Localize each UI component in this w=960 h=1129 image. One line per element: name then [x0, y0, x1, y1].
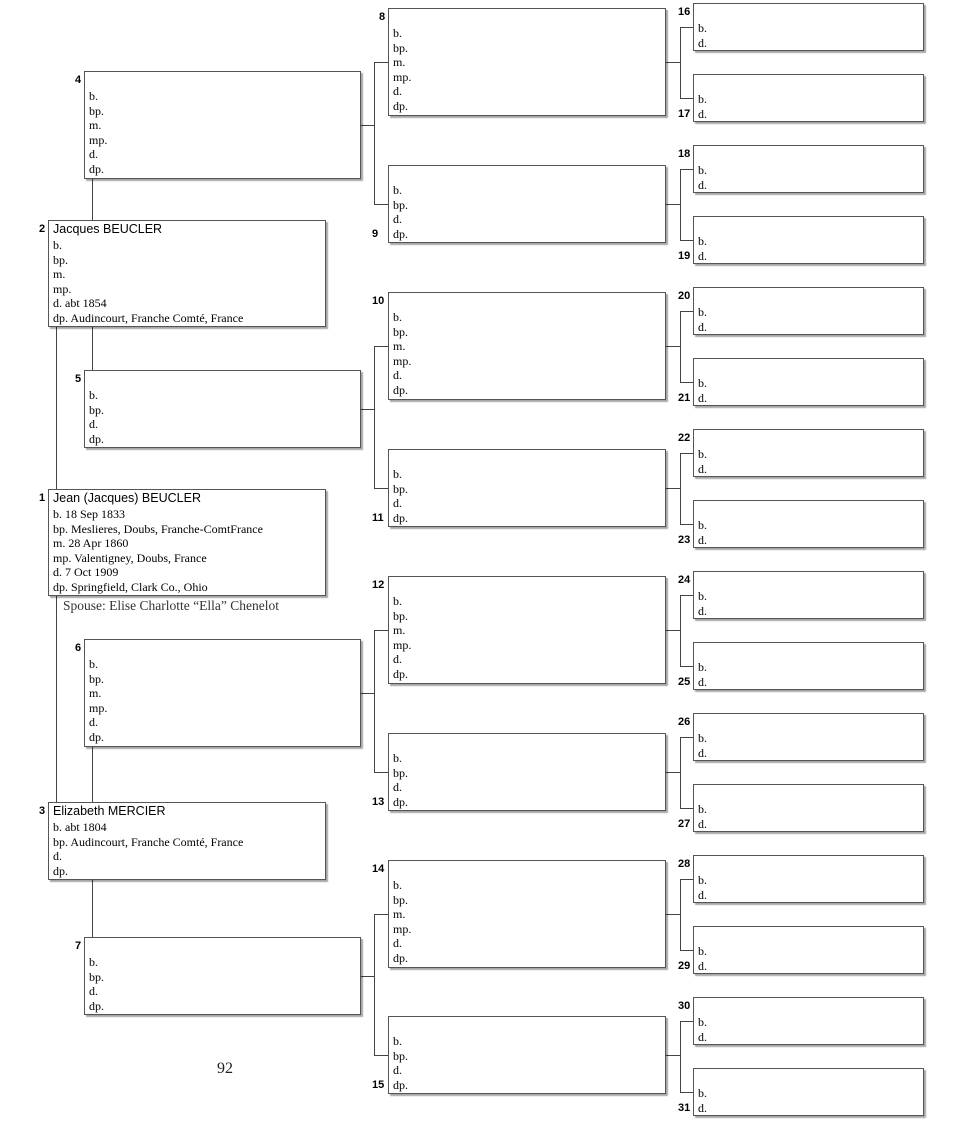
connector-line: [680, 453, 693, 454]
person-fact: b.: [698, 1015, 707, 1029]
person-number: 8: [379, 11, 386, 23]
person-box-24: [693, 571, 924, 619]
person-number: 1: [39, 492, 46, 504]
person-box-17: [693, 74, 924, 122]
person-fact: b.: [393, 310, 402, 324]
person-fact: b.: [393, 594, 402, 608]
person-fact: m.: [393, 55, 406, 70]
connector-line: [374, 1055, 388, 1056]
person-fact: b. abt 1804: [53, 820, 107, 834]
person-fact: bp.: [53, 252, 68, 267]
person-number: 11: [372, 512, 384, 524]
person-fact: dp.: [393, 667, 408, 681]
connector-line: [374, 630, 375, 772]
person-fact: bp.: [393, 40, 408, 55]
person-fact: bp.: [89, 402, 104, 417]
person-fact: dp.: [89, 730, 104, 744]
person-fact: d.: [698, 390, 707, 405]
person-fact: d.: [393, 368, 402, 383]
person-fact: d.: [698, 461, 707, 476]
connector-line: [374, 204, 388, 205]
person-fact: d.: [53, 849, 62, 864]
person-fact: b.: [89, 657, 98, 671]
person-fact: b.: [698, 305, 707, 319]
connector-line: [666, 914, 680, 915]
connector-line: [680, 666, 693, 667]
person-fact: m. 28 Apr 1860: [53, 536, 129, 551]
person-fact: dp.: [393, 383, 408, 397]
person-box-31: [693, 1068, 924, 1116]
person-fact: b.: [698, 589, 707, 603]
person-box-28: [693, 855, 924, 903]
connector-line: [92, 747, 93, 802]
connector-line: [666, 346, 680, 347]
connector-line: [680, 808, 693, 809]
connector-line: [680, 98, 693, 99]
person-fact: b.: [393, 751, 402, 765]
person-fact: b.: [698, 92, 707, 106]
person-number: 17: [678, 108, 691, 120]
connector-line: [666, 630, 680, 631]
person-fact: m.: [89, 118, 102, 133]
connector-line: [666, 62, 680, 63]
person-fact: b.: [698, 1086, 707, 1100]
person-fact: bp.: [393, 892, 408, 907]
person-fact: d.: [89, 417, 98, 432]
connector-line: [680, 879, 693, 880]
person-fact: dp.: [393, 510, 408, 525]
person-fact: b.: [393, 878, 402, 892]
connector-line: [92, 327, 93, 370]
person-number: 4: [75, 74, 82, 86]
connector-line: [666, 772, 680, 773]
person-fact: m.: [393, 339, 406, 354]
person-fact: b.: [53, 238, 62, 252]
person-fact: dp.: [393, 794, 408, 809]
person-fact: b.: [89, 388, 98, 402]
connector-line: [361, 976, 374, 977]
person-fact: b.: [698, 944, 707, 958]
person-fact: m.: [89, 686, 102, 701]
person-number: 20: [678, 290, 691, 302]
person-number: 6: [75, 642, 82, 654]
person-name: Elizabeth MERCIER: [53, 804, 166, 818]
person-fact: mp.: [89, 700, 108, 715]
person-box-14: [388, 860, 666, 968]
connector-line: [374, 346, 388, 347]
connector-line: [680, 1021, 693, 1022]
person-fact: bp.: [89, 671, 104, 686]
person-fact: dp.: [89, 431, 104, 446]
person-fact: d.: [698, 887, 707, 902]
person-box-29: [693, 926, 924, 974]
person-fact: bp.: [393, 1048, 408, 1063]
person-fact: bp.: [393, 324, 408, 339]
person-box-22: [693, 429, 924, 477]
person-fact: d.: [698, 248, 707, 263]
person-box-5: [84, 370, 361, 448]
connector-line: [680, 737, 681, 808]
person-number: 15: [372, 1079, 385, 1091]
person-box-11: [388, 449, 666, 527]
person-number: 28: [678, 858, 691, 870]
person-number: 21: [678, 392, 691, 404]
person-fact: d.: [698, 958, 707, 973]
person-number: 5: [75, 373, 82, 385]
person-fact: dp.: [89, 162, 104, 176]
person-fact: b.: [698, 660, 707, 674]
person-fact: b.: [698, 802, 707, 816]
person-fact: mp.: [393, 637, 412, 652]
person-box-8: [388, 8, 666, 116]
person-fact: dp.: [393, 99, 408, 113]
person-fact: b.: [89, 89, 98, 103]
person-fact: bp.: [393, 481, 408, 496]
person-box-6: [84, 639, 361, 747]
connector-line: [374, 62, 388, 63]
person-box-18: [693, 145, 924, 193]
connector-line: [680, 595, 693, 596]
person-fact: d.: [89, 715, 98, 730]
connector-line: [680, 311, 681, 382]
person-box-20: [693, 287, 924, 335]
person-number: 30: [678, 1000, 691, 1012]
connector-line: [374, 346, 375, 488]
person-name: Jacques BEUCLER: [53, 222, 163, 236]
person-fact: b.: [393, 26, 402, 40]
connector-line: [680, 27, 693, 28]
person-fact: b. 18 Sep 1833: [53, 507, 125, 521]
connector-line: [92, 880, 93, 937]
person-box-30: [693, 997, 924, 1045]
person-box-13: [388, 733, 666, 811]
person-box-10: [388, 292, 666, 400]
person-fact: d.: [393, 1063, 402, 1078]
person-number: 7: [75, 940, 82, 952]
person-number: 2: [39, 223, 46, 235]
connector-line: [374, 630, 388, 631]
connector-line: [680, 879, 681, 950]
person-box-15: [388, 1016, 666, 1094]
person-number: 13: [372, 796, 385, 808]
person-number: 23: [678, 534, 691, 546]
person-fact: bp.: [89, 103, 104, 118]
page-number: 92: [217, 1060, 233, 1077]
person-fact: d.: [698, 532, 707, 547]
connector-line: [374, 914, 375, 1055]
connector-line: [680, 453, 681, 524]
person-fact: d. abt 1854: [53, 296, 107, 311]
person-number: 26: [678, 716, 691, 728]
connector-line: [666, 488, 680, 489]
person-box-23: [693, 500, 924, 548]
person-fact: d.: [89, 984, 98, 999]
person-fact: mp.: [393, 921, 412, 936]
person-fact: d. 7 Oct 1909: [53, 565, 119, 580]
person-fact: bp. Meslieres, Doubs, Franche-ComtFrance: [53, 521, 263, 536]
person-number: 9: [372, 228, 379, 240]
connector-line: [680, 382, 693, 383]
person-fact: d.: [698, 674, 707, 689]
person-box-25: [693, 642, 924, 690]
person-fact: dp.: [393, 226, 408, 241]
person-number: 18: [678, 148, 691, 160]
person-number: 19: [678, 250, 691, 262]
person-number: 16: [678, 6, 691, 18]
person-fact: d.: [698, 35, 707, 50]
person-fact: dp. Springfield, Clark Co., Ohio: [53, 580, 208, 594]
person-number: 22: [678, 432, 691, 444]
person-fact: m.: [393, 623, 406, 638]
connector-line: [361, 693, 374, 694]
person-fact: d.: [698, 1100, 707, 1115]
person-fact: mp.: [393, 69, 412, 84]
connector-line: [680, 524, 693, 525]
person-fact: dp. Audincourt, Franche Comté, France: [53, 311, 244, 325]
person-box-21: [693, 358, 924, 406]
person-fact: m.: [393, 907, 406, 922]
person-fact: bp.: [393, 197, 408, 212]
person-name: Jean (Jacques) BEUCLER: [53, 491, 201, 505]
person-fact: d.: [393, 936, 402, 951]
person-fact: d.: [698, 319, 707, 334]
person-box-7: [84, 937, 361, 1015]
person-number: 14: [372, 863, 385, 875]
person-box-12: [388, 576, 666, 684]
person-fact: b.: [698, 873, 707, 887]
person-fact: b.: [393, 183, 402, 197]
connector-line: [374, 488, 388, 489]
connector-line: [374, 914, 388, 915]
connector-line: [374, 772, 388, 773]
person-fact: d.: [698, 106, 707, 121]
person-box-27: [693, 784, 924, 832]
person-fact: d.: [393, 496, 402, 511]
person-fact: mp.: [393, 353, 412, 368]
connector-line: [680, 169, 693, 170]
person-fact: b.: [698, 376, 707, 390]
person-fact: dp.: [393, 951, 408, 965]
person-fact: b.: [698, 518, 707, 532]
person-fact: mp.: [53, 281, 72, 296]
person-fact: b.: [698, 447, 707, 461]
person-number: 3: [39, 805, 46, 817]
person-fact: b.: [393, 1034, 402, 1048]
person-box-16: [693, 3, 924, 51]
person-box-19: [693, 216, 924, 264]
person-fact: d.: [698, 745, 707, 760]
person-number: 24: [678, 574, 691, 586]
person-fact: d.: [393, 84, 402, 99]
connector-line: [361, 125, 374, 126]
person-fact: d.: [89, 147, 98, 162]
connector-line: [680, 311, 693, 312]
connector-line: [361, 409, 374, 410]
person-number: 29: [678, 960, 691, 972]
connector-line: [666, 1055, 680, 1056]
person-fact: mp.: [89, 132, 108, 147]
person-fact: d.: [698, 1029, 707, 1044]
person-number: 25: [678, 676, 691, 688]
connector-line: [374, 62, 375, 204]
person-fact: b.: [698, 163, 707, 177]
person-fact: m.: [53, 267, 66, 282]
person-fact: mp. Valentigney, Doubs, France: [53, 550, 207, 565]
spouse-line: Spouse: Elise Charlotte “Ella” Chenelot: [63, 598, 279, 613]
connector-line: [680, 169, 681, 240]
person-fact: b.: [89, 955, 98, 969]
person-fact: d.: [698, 816, 707, 831]
person-fact: b.: [698, 21, 707, 35]
connector-line: [666, 204, 680, 205]
person-number: 31: [678, 1102, 691, 1114]
person-fact: b.: [393, 467, 402, 481]
person-fact: dp.: [393, 1077, 408, 1092]
person-fact: bp.: [393, 765, 408, 780]
person-fact: d.: [393, 212, 402, 227]
person-box-4: [84, 71, 361, 179]
person-fact: bp.: [393, 608, 408, 623]
person-number: 10: [372, 295, 385, 307]
person-fact: bp. Audincourt, Franche Comté, France: [53, 834, 244, 849]
person-fact: bp.: [89, 969, 104, 984]
connector-line: [680, 737, 693, 738]
connector-line: [680, 27, 681, 98]
connector-line: [680, 240, 693, 241]
person-fact: b.: [698, 731, 707, 745]
connector-line: [680, 950, 693, 951]
connector-line: [680, 595, 681, 666]
person-fact: d.: [393, 780, 402, 795]
person-fact: d.: [393, 652, 402, 667]
person-number: 12: [372, 579, 385, 591]
person-box-26: [693, 713, 924, 761]
person-fact: dp.: [53, 863, 68, 878]
connector-line: [680, 1092, 693, 1093]
person-fact: dp.: [89, 998, 104, 1013]
connector-line: [680, 1021, 681, 1092]
person-fact: d.: [698, 603, 707, 618]
connector-line: [92, 179, 93, 220]
person-fact: d.: [698, 177, 707, 192]
person-fact: b.: [698, 234, 707, 248]
person-box-9: [388, 165, 666, 243]
person-number: 27: [678, 818, 691, 830]
